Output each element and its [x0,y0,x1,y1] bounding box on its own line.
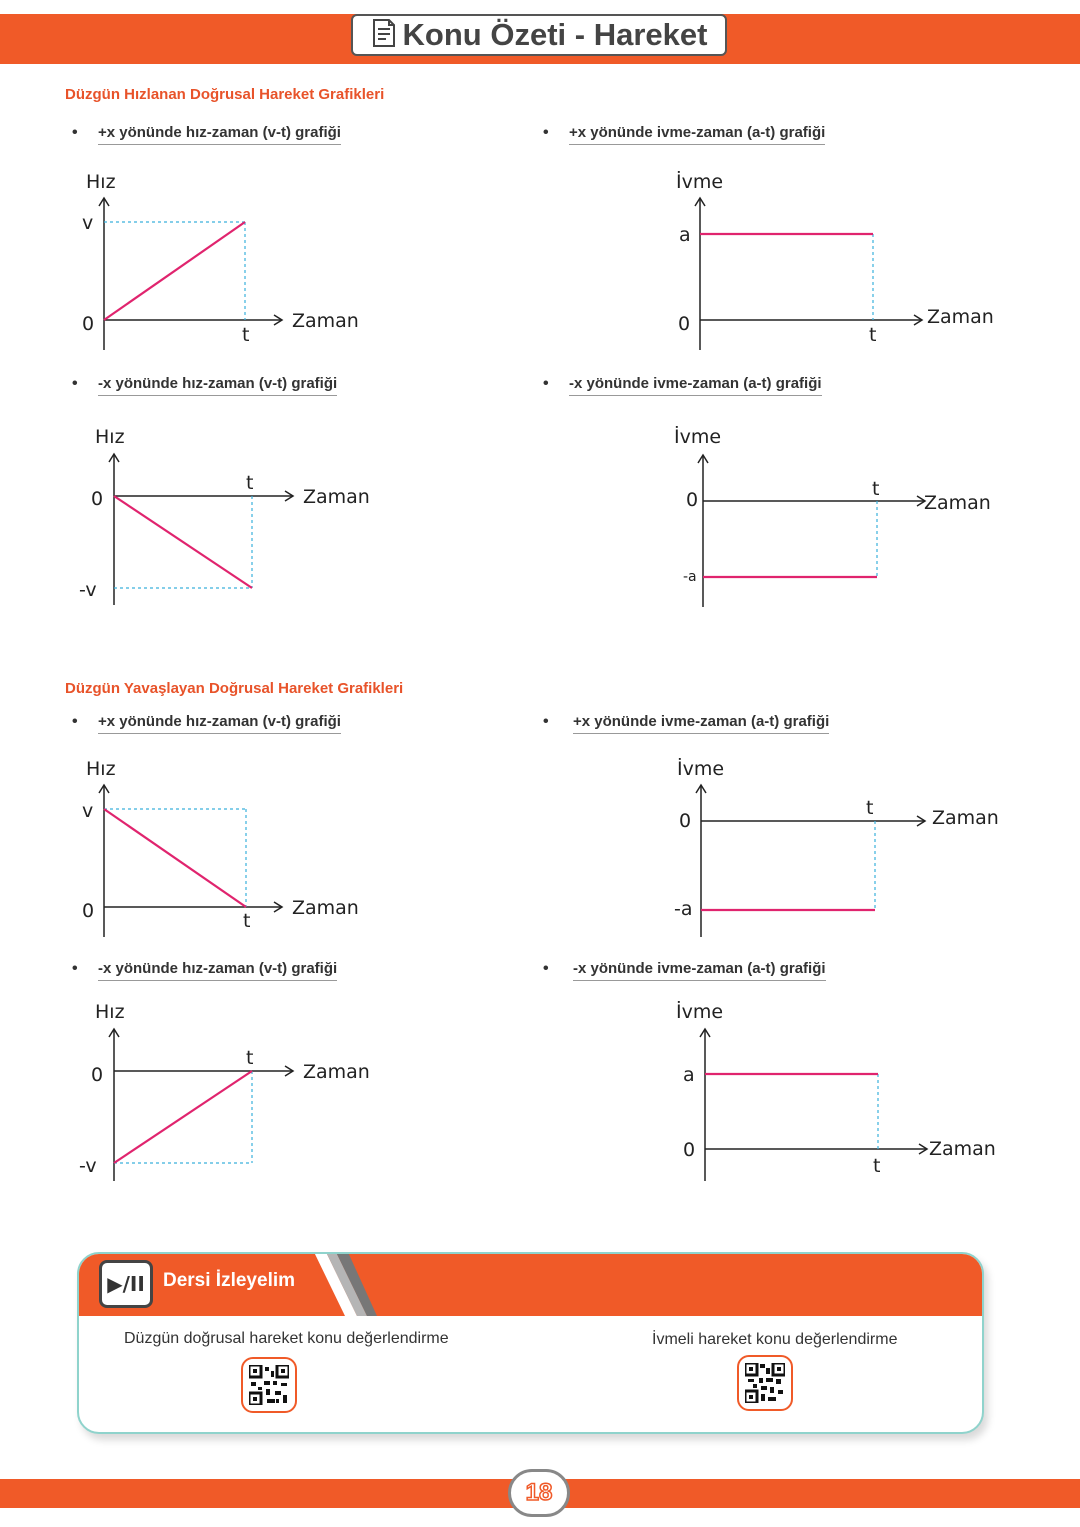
lesson-video-box [77,1252,984,1434]
t-label: t [866,797,874,819]
graph-caption: • -x yönünde hız-zaman (v-t) grafiği [72,960,337,981]
graph-caption: • -x yönünde hız-zaman (v-t) grafiği [72,375,337,396]
v-label: v [82,212,94,234]
t-label: t [869,324,877,346]
y-axis-label: İvme [676,171,724,193]
section-title-accelerating: Düzgün Hızlanan Doğrusal Hareket Grafikleri [65,86,385,103]
qr-label: Düzgün doğrusal hareket konu değerlendirme [124,1330,449,1347]
x-axis-label: Zaman [303,1061,370,1083]
x-axis-label: Zaman [927,306,994,328]
stripes-decoration [307,1252,377,1320]
qr-code-icon[interactable] [737,1355,793,1411]
origin-label: 0 [679,810,692,832]
origin-label: 0 [82,313,95,335]
y-axis-label: Hız [95,426,125,448]
qr-label: İvmeli hareket konu değerlendirme [652,1331,898,1348]
t-label: t [873,1155,881,1177]
x-axis-label: Zaman [932,807,999,829]
y-axis-label: Hız [86,171,116,193]
y-axis-label: İvme [674,426,722,448]
y-axis-label: İvme [677,758,725,780]
origin-label: 0 [91,488,104,510]
graph-caption: • +x yönünde ivme-zaman (a-t) grafiği [543,713,829,734]
origin-label: 0 [683,1139,696,1161]
graph-caption: • +x yönünde hız-zaman (v-t) grafiği [72,713,341,734]
t-label: t [872,478,880,500]
qr-code-icon[interactable] [241,1357,297,1413]
x-axis-label: Zaman [303,486,370,508]
x-axis-label: Zaman [292,310,359,332]
origin-label: 0 [686,489,699,511]
y-axis-label: Hız [95,1001,125,1023]
y-axis-label: İvme [676,1001,724,1023]
section-title-decelerating: Düzgün Yavaşlayan Doğrusal Hareket Grafikleri [65,680,404,697]
neg-a-label: -a [674,898,693,920]
y-axis-label: Hız [86,758,116,780]
neg-v-label: -v [79,1155,97,1177]
origin-label: 0 [91,1064,104,1086]
graph-caption: • -x yönünde ivme-zaman (a-t) grafiği [543,960,826,981]
neg-v-label: -v [79,579,97,601]
axes [700,1029,927,1181]
origin-label: 0 [82,900,95,922]
graph-caption: • -x yönünde ivme-zaman (a-t) grafiği [543,375,822,396]
t-label: t [246,472,254,494]
page-number: 18 [508,1469,570,1517]
page-title: Konu Özeti - Hareket [402,17,708,52]
origin-label: 0 [678,313,691,335]
a-label: a [679,224,691,246]
x-axis-label: Zaman [924,492,991,514]
v-label: v [82,800,94,822]
x-axis-label: Zaman [292,897,359,919]
graph-caption: • +x yönünde hız-zaman (v-t) grafiği [72,124,341,145]
play-pause-icon[interactable]: ▶/II [99,1260,153,1308]
t-label: t [243,910,251,932]
lesson-video-title: Dersi İzleyelim [163,1270,296,1291]
a-label: a [683,1064,695,1086]
neg-a-label: -a [683,569,697,585]
t-label: t [246,1047,254,1069]
t-label: t [242,324,250,346]
graph-caption: • +x yönünde ivme-zaman (a-t) grafiği [543,124,825,145]
x-axis-label: Zaman [929,1138,996,1160]
